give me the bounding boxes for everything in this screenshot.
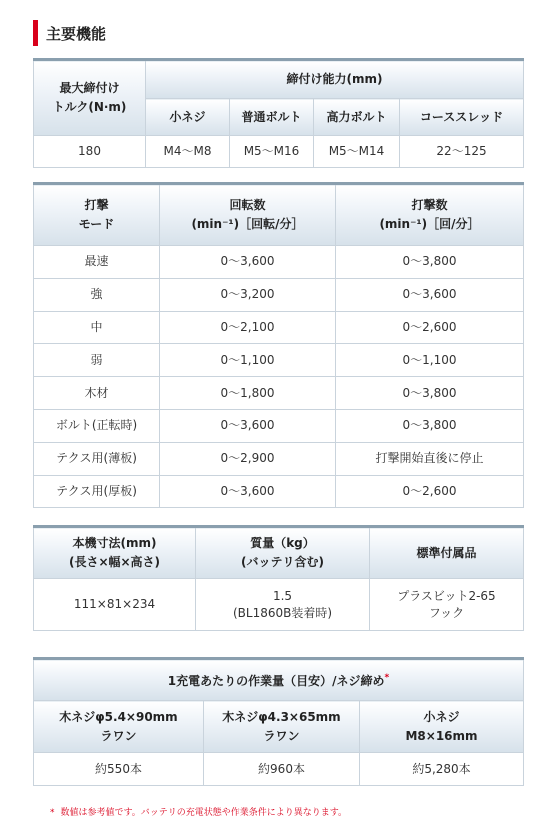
machine-screw-value: 約5,280本 [360,753,524,786]
weight-value [196,579,370,631]
impact-cell: 0～3,600 [336,278,524,311]
work-title-asterisk: * [384,673,390,683]
table-row [34,409,524,442]
wood-screw-43-value: 約960本 [204,753,360,786]
rotation-cell: 0～2,900 [160,442,336,475]
mode-header-line2: モード [78,217,115,231]
impact-cell: 0～3,800 [336,377,524,410]
rotation-header-line1: 回転数 [229,198,266,212]
dimensions-value: 111×81×234 [34,579,196,631]
wood-screw-43-header [204,701,360,753]
weight-value-line2: (BL1860B装着時) [232,605,333,620]
impact-header-line1: 打撃数 [411,198,448,212]
wood-screw-54-value: 約550本 [34,753,204,786]
small-screw-value: M4～M8 [146,136,230,168]
table-row [34,311,524,344]
footnote [50,805,347,818]
max-torque-header-line2: トルク(N·m) [52,100,127,114]
mode-cell: ボルト(正転時) [34,409,160,442]
rotation-cell: 0～3,600 [160,409,336,442]
dimensions-header [34,527,196,579]
small-screw-header: 小ネジ [146,99,230,136]
high-tension-bolt-header: 高力ボルト [314,99,400,136]
section-title-text: 主要機能 [46,24,107,43]
table-row [34,442,524,475]
footnote-asterisk: * [50,808,55,818]
accessory-item-2: フック [428,605,465,620]
table-row [34,377,524,410]
dimensions-header-line2: (長さ×幅×高さ) [68,555,161,569]
rotation-cell: 0～3,600 [160,475,336,508]
impact-cell: 0～3,800 [336,246,524,279]
dimensions-header-line1: 本機寸法(mm) [72,536,157,550]
mode-cell: 中 [34,311,160,344]
mode-cell: 弱 [34,344,160,377]
impact-cell: 0～2,600 [336,475,524,508]
speed-mode-table [33,182,524,508]
rotation-cell: 0～3,600 [160,246,336,279]
wood-screw-54-line1: 木ネジφ5.4×90mm [59,709,178,724]
machine-screw-line2: M8×16mm [405,728,478,743]
title-accent-bar [33,20,38,46]
wood-screw-43-line2: ラワン [263,728,300,743]
mode-cell: テクス用(薄板) [34,442,160,475]
rotation-header [160,184,336,246]
wood-screw-54-header [34,701,204,753]
weight-header [196,527,370,579]
standard-bolt-value: M5～M16 [230,136,314,168]
table-row [34,344,524,377]
capacity-group-header: 締付け能力(mm) [146,60,524,99]
mode-cell: 最速 [34,246,160,279]
section-title [33,20,106,46]
weight-value-line1: 1.5 [272,588,293,603]
rotation-header-line2: (min⁻¹)［回転/分］ [191,217,304,231]
speed-rows [34,246,524,508]
impact-cell: 打撃開始直後に停止 [336,442,524,475]
impact-cell: 0～1,100 [336,344,524,377]
impact-cell: 0～3,800 [336,409,524,442]
impact-header-line2: (min⁻¹)［回/分］ [379,217,480,231]
rotation-cell: 0～3,200 [160,278,336,311]
mode-cell: テクス用(厚板) [34,475,160,508]
max-torque-header [34,60,146,136]
table-row [34,246,524,279]
mode-header-line1: 打撃 [84,198,109,212]
torque-capacity-table [33,58,524,168]
standard-bolt-header: 普通ボルト [230,99,314,136]
work-per-charge-table [33,657,524,786]
work-per-charge-title [34,659,524,701]
max-torque-value: 180 [34,136,146,168]
accessories-header: 標準付属品 [370,527,524,579]
coarse-thread-value: 22～125 [400,136,524,168]
size-weight-table [33,525,524,631]
impact-header [336,184,524,246]
machine-screw-header [360,701,524,753]
wood-screw-54-line2: ラワン [100,728,137,743]
max-torque-header-line1: 最大締付け [59,81,120,95]
high-tension-bolt-value: M5～M14 [314,136,400,168]
mode-cell: 強 [34,278,160,311]
footnote-text: 数値は参考値です。バッテリの充電状態や作業条件により異なります。 [60,808,348,818]
rotation-cell: 0～2,100 [160,311,336,344]
mode-header [34,184,160,246]
weight-header-line1: 質量（kg） [250,536,315,550]
coarse-thread-header: コーススレッド [400,99,524,136]
weight-header-line2: (バッテリ含む) [241,555,324,569]
impact-cell: 0～2,600 [336,311,524,344]
table-row [34,278,524,311]
rotation-cell: 0～1,800 [160,377,336,410]
machine-screw-line1: 小ネジ [423,709,460,724]
accessories-value [370,579,524,631]
mode-cell: 木材 [34,377,160,410]
wood-screw-43-line1: 木ネジφ4.3×65mm [222,709,341,724]
accessory-item-1: プラスビット2-65 [397,588,496,603]
work-per-charge-title-text: 1充電あたりの作業量（目安）/ネジ締め [167,674,385,688]
table-row [34,475,524,508]
rotation-cell: 0～1,100 [160,344,336,377]
